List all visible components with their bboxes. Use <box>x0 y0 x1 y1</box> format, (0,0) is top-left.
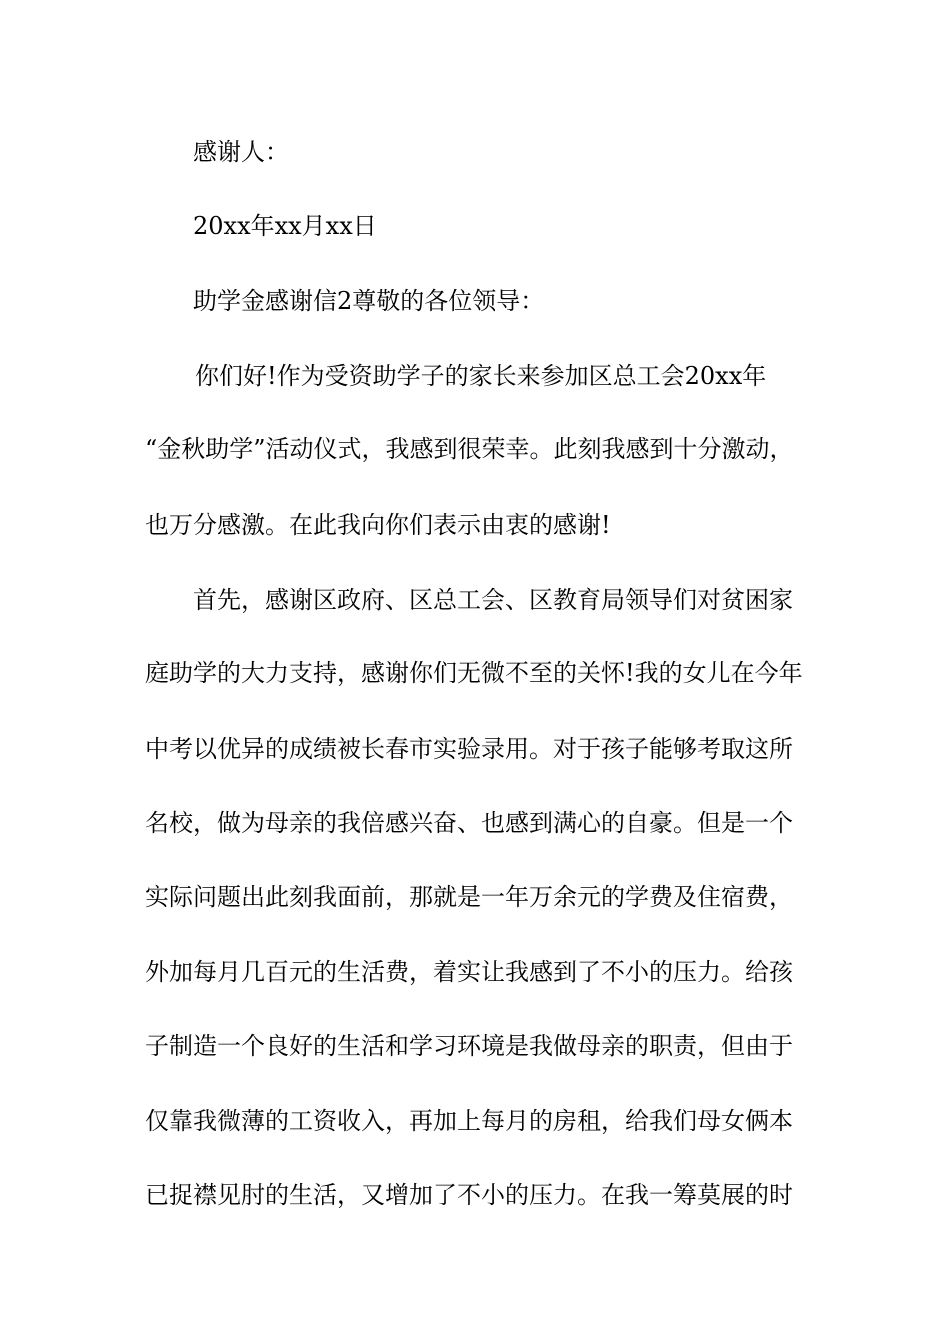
paragraph-line: 实际问题出此刻我面前，那就是一年万余元的学费及住宿费， <box>145 883 793 911</box>
paragraph-line: 外加每月几百元的生活费，着实让我感到了不小的压力。给孩 <box>145 958 793 986</box>
paragraph-line: 中考以优异的成绩被长春市实验录用。对于孩子能够考取这所 <box>145 735 793 763</box>
paragraph-line: 子制造一个良好的生活和学习环境是我做母亲的职责，但由于 <box>145 1032 793 1060</box>
paragraph-line: 仅靠我微薄的工资收入，再加上每月的房租，给我们母女俩本 <box>145 1107 793 1135</box>
paragraph-line: 首先，感谢区政府、区总工会、区教育局领导们对贫困家 <box>193 586 793 614</box>
paragraph-line: 你们好!作为受资助学子的家长来参加区总工会20xx年 <box>195 362 767 390</box>
paragraph-line: 庭助学的大力支持，感谢你们无微不至的关怀!我的女儿在今年 <box>145 659 803 687</box>
letter-date: 20xx年xx月xx日 <box>193 212 377 240</box>
signer-label: 感谢人： <box>193 138 289 166</box>
letter-heading: 助学金感谢信2尊敬的各位领导： <box>193 287 545 315</box>
paragraph-line: 名校，做为母亲的我倍感兴奋、也感到满心的自豪。但是一个 <box>145 809 793 837</box>
paragraph-line: 已捉襟见肘的生活，又增加了不小的压力。在我一筹莫展的时 <box>145 1181 793 1209</box>
paragraph-line: “金秋助学”活动仪式，我感到很荣幸。此刻我感到十分激动， <box>145 435 794 463</box>
paragraph-line: 也万分感激。在此我向你们表示由衷的感谢! <box>145 511 611 539</box>
